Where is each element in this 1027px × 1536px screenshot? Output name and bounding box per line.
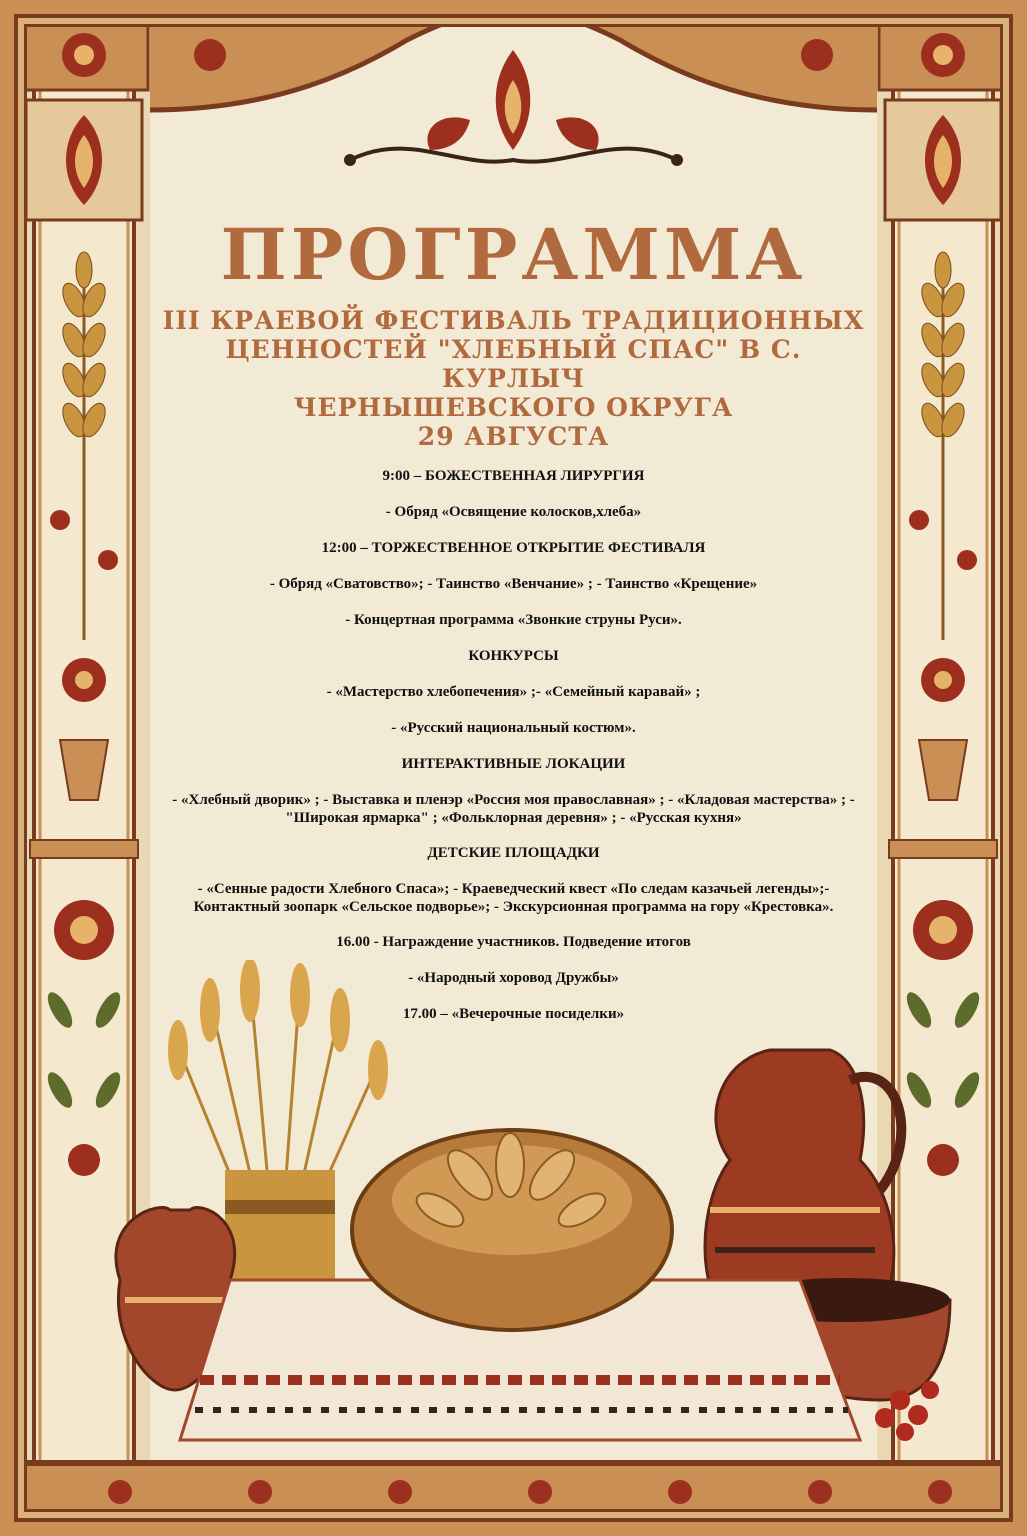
program-item-time: 12:00 – ТОРЖЕСТВЕННОЕ ОТКРЫТИЕ ФЕСТИВАЛЯ	[321, 540, 706, 556]
program-item: - «Сенные радости Хлебного Спаса»; - Краеведческий квест «По следам казачьей легенды»;- Контактный зоопарк «Сельское подворье»; - Экскурсионная программа на гору «Крестовка».	[193, 881, 834, 915]
subtitle-line: III КРАЕВОЙ ФЕСТИВАЛЬ ТРАДИЦИОННЫХ	[162, 306, 865, 335]
program-item-time: 16.00 - Награждение участников. Подведение итогов	[336, 934, 691, 950]
section-heading: КОНКУРСЫ	[468, 648, 559, 664]
program-item: - «Русский национальный костюм».	[391, 720, 636, 736]
program-list	[155, 467, 872, 1024]
program-text-panel	[155, 213, 872, 1041]
program-item: - «Народный хоровод Дружбы»	[408, 970, 619, 986]
program-item: - Концертная программа «Звонкие струны Руси».	[345, 612, 682, 628]
subtitle-line: 29 АВГУСТА	[417, 422, 610, 451]
section-heading: ИНТЕРАКТИВНЫЕ ЛОКАЦИИ	[401, 756, 626, 772]
subtitle-line: ЦЕННОСТЕЙ "ХЛЕБНЫЙ СПАС" В С. КУРЛЫЧ	[225, 335, 802, 393]
program-item-time: 9:00 – БОЖЕСТВЕННАЯ ЛИРУРГИЯ	[382, 468, 645, 484]
program-item: - Обряд «Сватовство»; - Таинство «Венчание» ; - Таинство «Крещение»	[269, 576, 758, 592]
page-title: ПРОГРАММА	[220, 213, 807, 296]
program-item: - «Хлебный дворик» ; - Выставка и пленэр «Россия моя православная» ; - «Кладовая мастерства» ; - "Широкая ярмарка" ; «Фольклорная деревня» ; - «Русская кухня»	[172, 792, 855, 826]
festival-subtitle	[155, 306, 872, 451]
program-item: - Обряд «Освящение колосков,хлеба»	[385, 504, 642, 520]
section-heading: ДЕТСКИЕ ПЛОЩАДКИ	[427, 845, 600, 861]
program-item: - «Мастерство хлебопечения» ;- «Семейный каравай» ;	[326, 684, 701, 700]
program-item-time: 17.00 – «Вечерочные посиделки»	[402, 1006, 625, 1022]
subtitle-line: ЧЕРНЫШЕВСКОГО ОКРУГА	[293, 393, 734, 422]
